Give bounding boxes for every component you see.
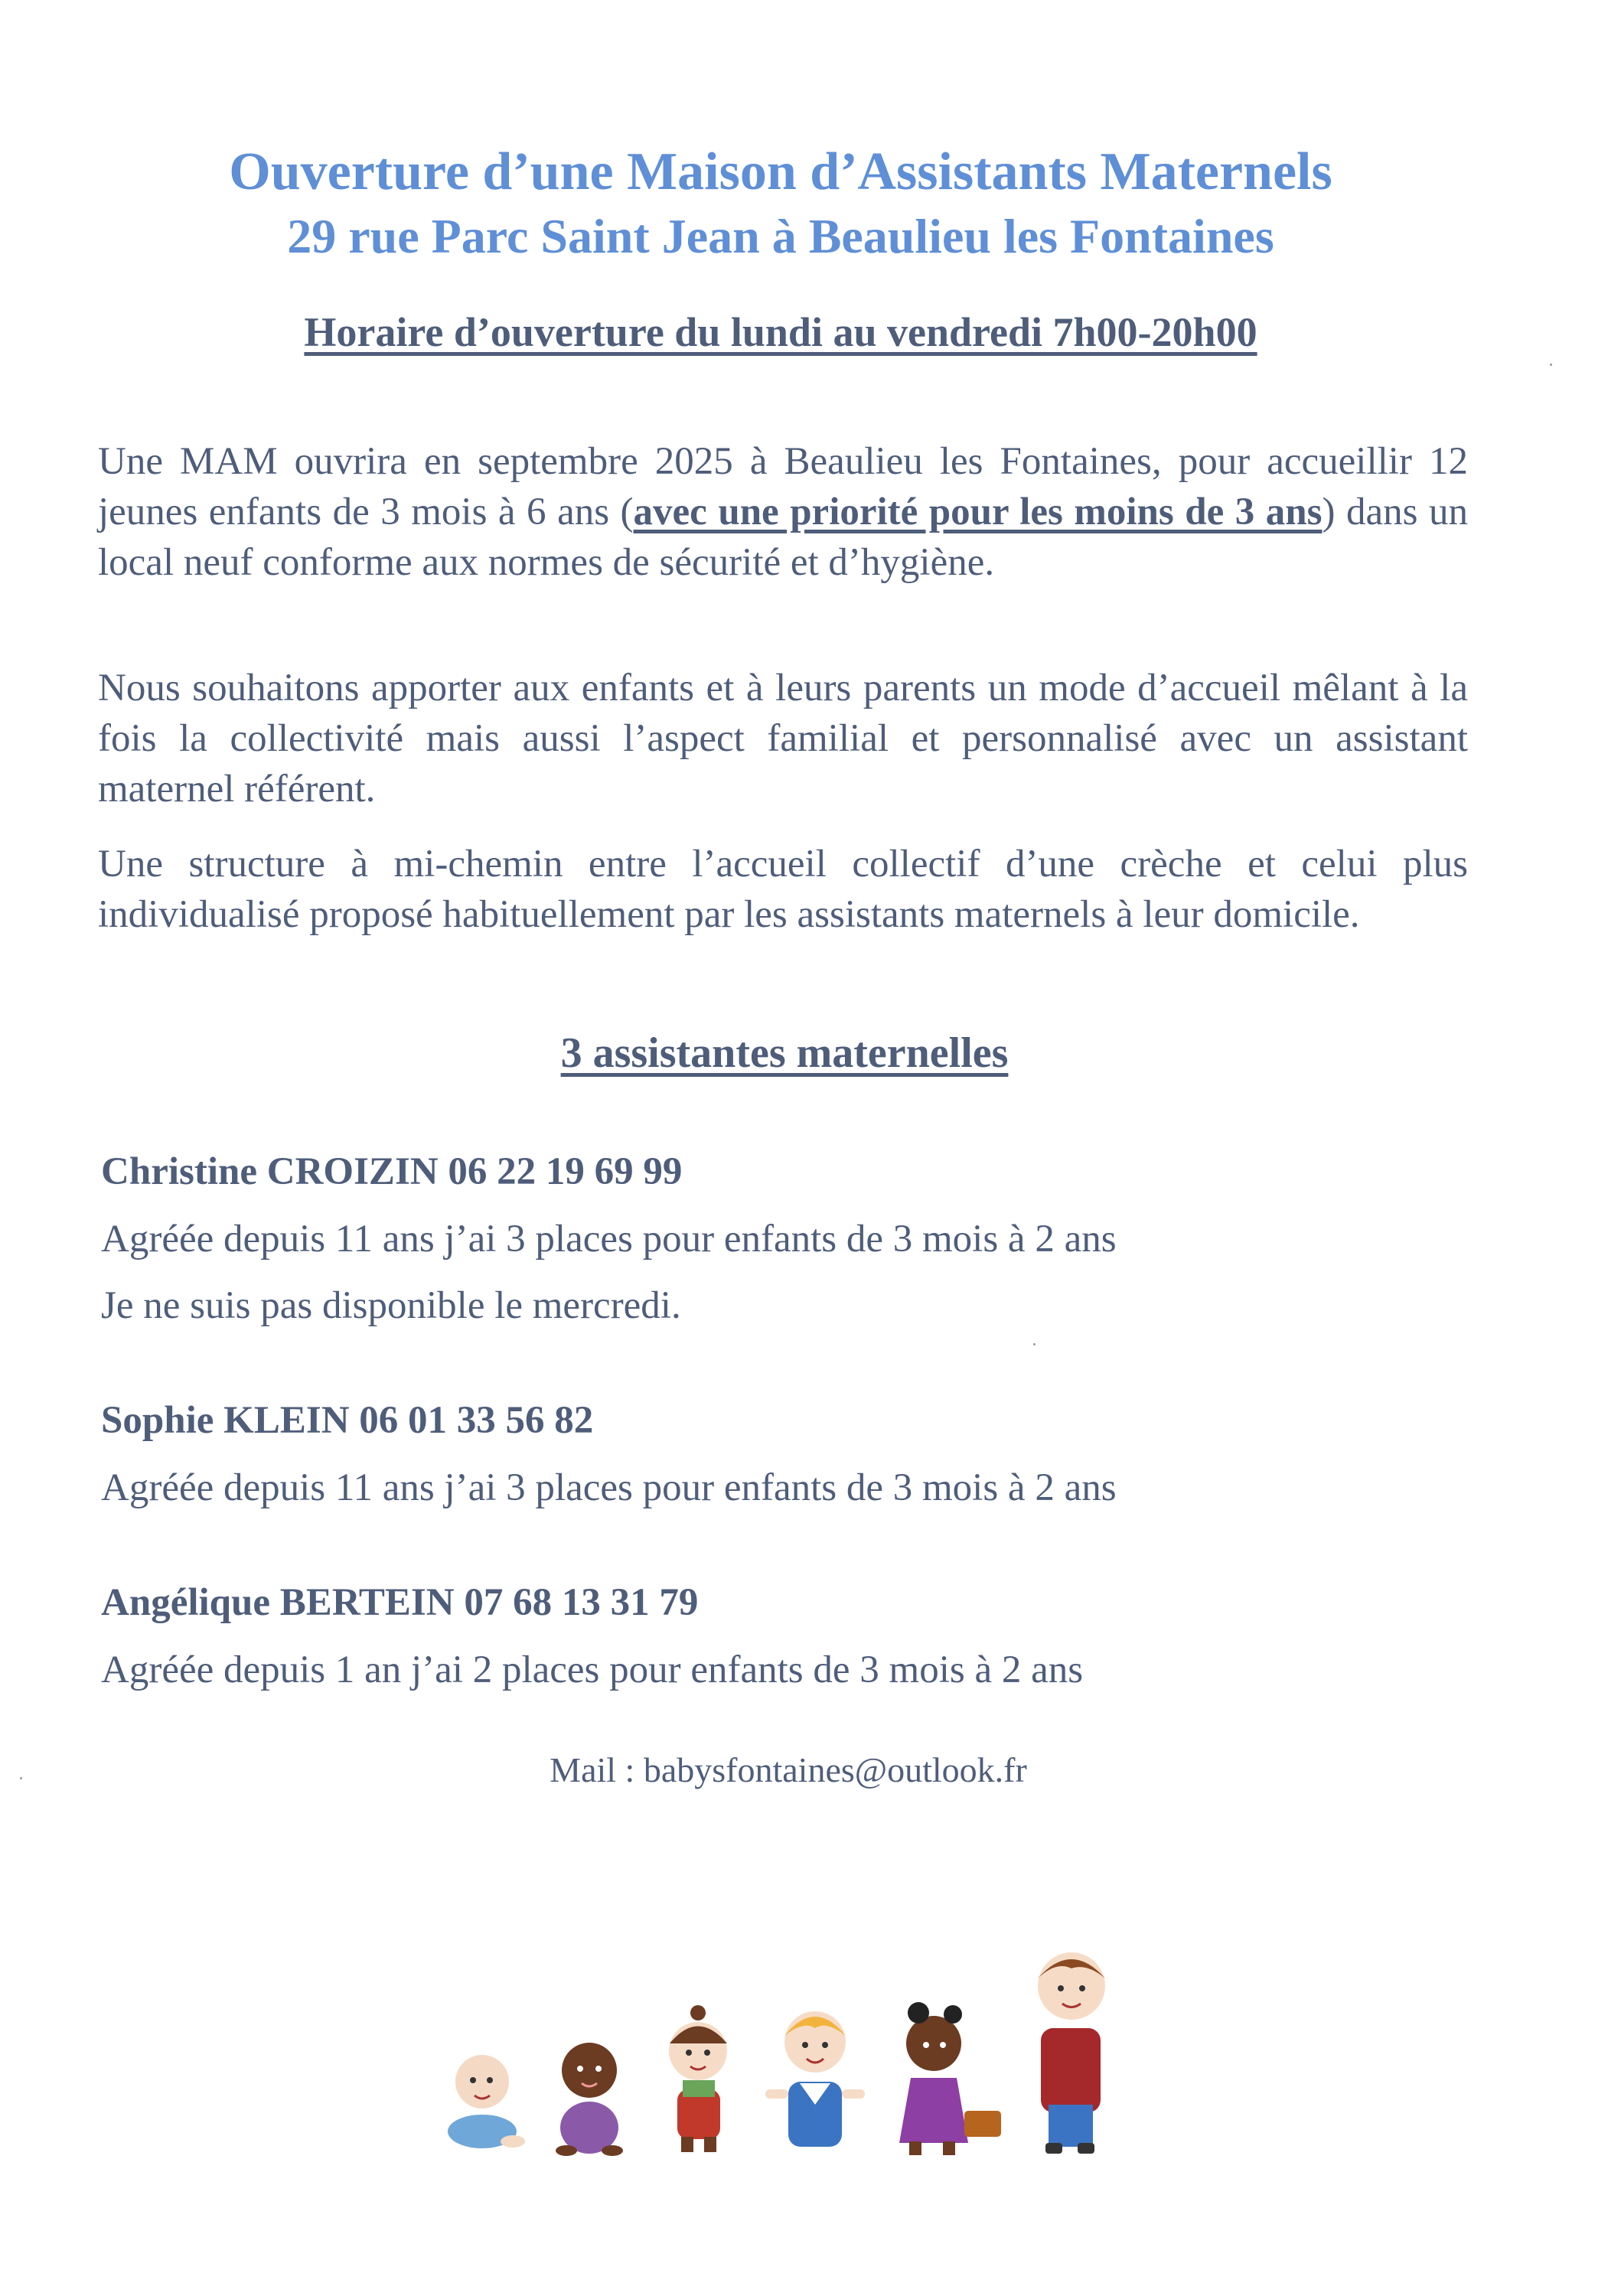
assistant-3-name: Angélique BERTEIN 07 68 13 31 79: [101, 1581, 699, 1624]
baby-sitting-icon: [556, 2043, 623, 2156]
scan-speck: [1033, 1343, 1036, 1345]
schoolboy-icon: [1038, 1952, 1105, 2154]
scan-speck: [1550, 364, 1552, 366]
intro-p1-priority: avec une priorité pour les moins de 3 ans: [633, 491, 1323, 533]
assistant-1-info: Agréée depuis 11 ans j’ai 3 places pour enfants de 3 mois à 2 ans: [101, 1218, 1117, 1261]
intro-p1-start: Une MAM ouvrira en septembre 2025 à Beaulieu les Fontaines, pour accueillir 12 jeunes enfants de 3 mois à 6 ans (: [98, 440, 1468, 533]
assistant-1-name: Christine CROIZIN 06 22 19 69 99: [101, 1150, 683, 1193]
assistant-3-info: Agréée depuis 1 an j’ai 2 places pour enfants de 3 mois à 2 ans: [101, 1649, 1084, 1691]
baby-crawling-icon: [448, 2055, 525, 2148]
assistant-2-name: Sophie KLEIN 06 01 33 56 82: [101, 1399, 594, 1442]
schoolgirl-icon: [899, 2002, 1001, 2155]
intro-paragraph-2: Nous souhaitons apporter aux enfants et à leurs parents un mode d’accueil mêlant à la fois la collectivité mais aussi l’aspect familial et personnalisé avec un assistant maternel référent.: [98, 667, 1468, 810]
intro-paragraph-1: [98, 436, 1468, 588]
assistant-1-availability: Je ne suis pas disponible le mercredi.: [101, 1284, 681, 1327]
intro-p1-end: ) dans un local neuf conforme aux normes de sécurité et d’hygiène.: [98, 491, 1468, 584]
assistants-section-title: 3 assistantes maternelles: [560, 1029, 1009, 1077]
page-title: Ouverture d’une Maison d’Assistants Maternels: [229, 142, 1332, 201]
intro-paragraph-3: Une structure à mi-chemin entre l’accueil collectif d’une crèche et celui plus individualisé proposé habituellement par les assistants maternels à leur domicile.: [98, 843, 1468, 936]
opening-hours: Horaire d’ouverture du lundi au vendredi 7h00-20h00: [304, 309, 1257, 355]
address-subtitle: 29 rue Parc Saint Jean à Beaulieu les Fontaines: [287, 209, 1274, 263]
toddler-boy-icon: [765, 2011, 865, 2147]
toddler-girl-icon: [669, 2005, 727, 2152]
scan-speck: [20, 1777, 22, 1779]
children-illustration: [429, 1913, 1194, 2158]
assistant-2-info: Agréée depuis 11 ans j’ai 3 places pour enfants de 3 mois à 2 ans: [101, 1466, 1117, 1509]
contact-mail: Mail : babysfontaines@outlook.fr: [550, 1750, 1027, 1789]
